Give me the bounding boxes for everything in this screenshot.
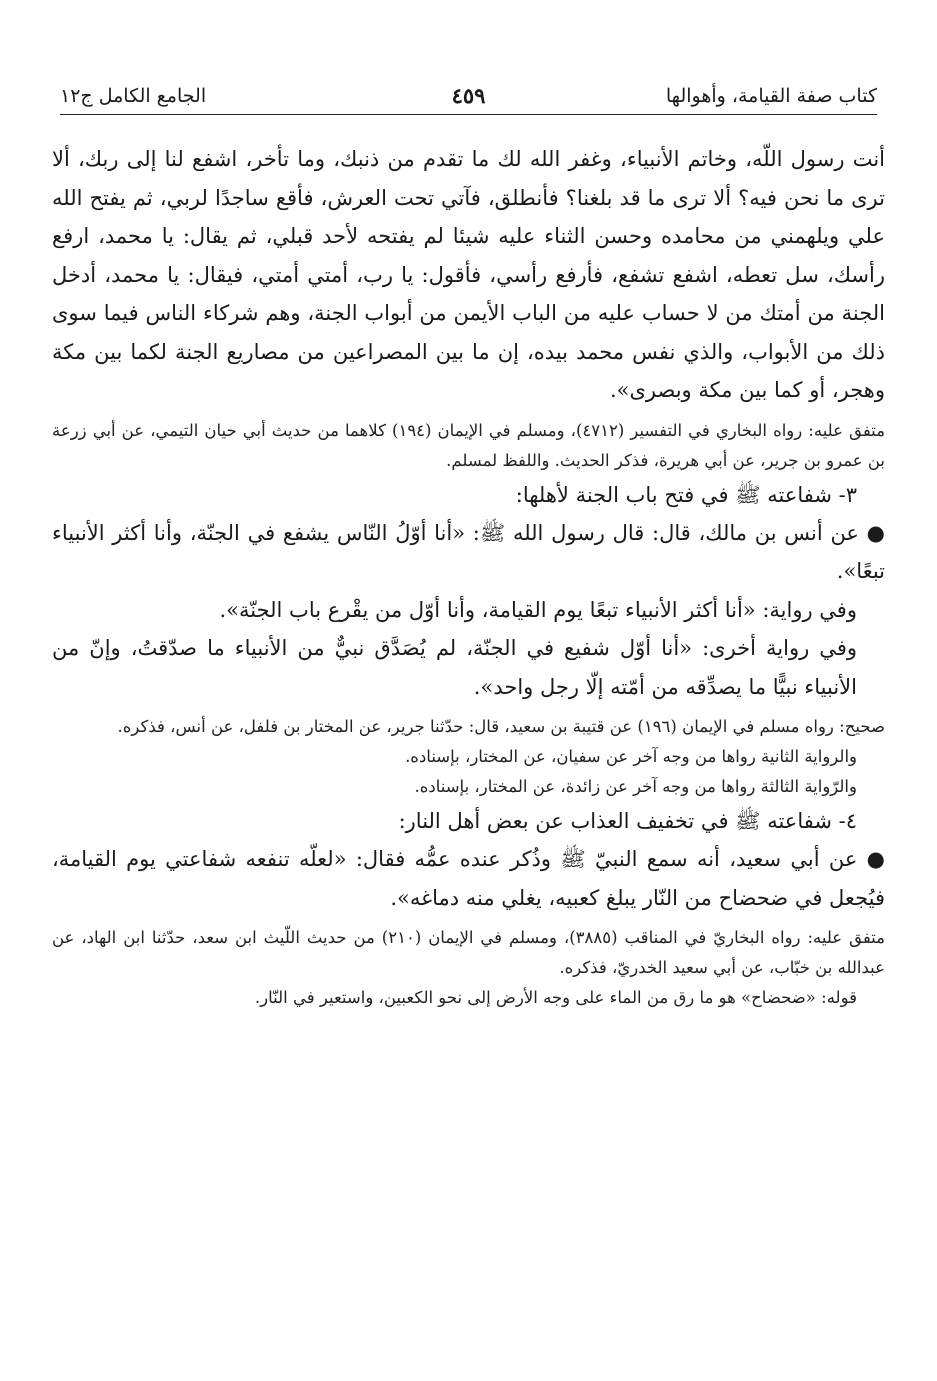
section-heading: ٣- شفاعته ﷺ في فتح باب الجنة لأهلها: [515,482,857,507]
page-header [60,78,877,115]
word-explanation: قوله: «ضحضاح» هو ما رق من الماء على وجه الأرض إلى نحو الكعبين، واستعير في النّار. [254,988,857,1007]
hadith-text: أنت رسول اللّه، وخاتم الأنبياء، وغفر الله لك ما تقدم من ذنبك، وما تأخر، اشفع لنا إلى ربك، ألا ترى ما نحن فيه؟ ألا ترى ما قد بلغنا؟ فأنطلق، فآتي تحت العرش، فأقع ساجدًا لربي، ثم يفتح الله علي ويلهمني من محامده وحسن الثناء عليه شيئا لم يفتحه لأحد قبلي، ثم يقال: يا محمد، ارفع رأسك، سل تعطه، اشفع تشفع، فأرفع رأسي، فأقول: يا رب، أمتي أمتي، فيقال: يا محمد، أدخل الجنة من أمتك من لا حساب عليه من الباب الأيمن من أبواب الجنة، وهم شركاء الناس فيما سوى ذلك من الأبواب، والذي نفس محمد بيده، إن ما بين المصراعين من مصاريع الجنة لكما بين مكة وهجر، أو كما بين مكة وبصرى». [52,147,885,402]
narration-variant: وفي رواية: «أنا أكثر الأنبياء تبعًا يوم القيامة، وأنا أوّل من يقْرع باب الجنّة». [219,597,857,622]
narration-variant: وفي رواية أخرى: «أنا أوّل شفيع في الجنّة، لم يُصَدَّق نبيٌّ من الأنبياء ما صدّقتُ، وإنّ من الأنبياء نبيًّا ما يصدِّقه من أمّته إلّا رجل واحد». [52,636,857,699]
takhrij-note: متفق عليه: رواه البخاري في التفسير (٤٧١٢)، ومسلم في الإيمان (١٩٤) كلاهما من حديث أبي حيان التيمي، عن أبي زرعة بن عمرو بن جرير، عن أبي هريرة، فذكر الحديث. واللفظ لمسلم. [52,420,885,470]
page-number: ٤٥٩ [451,83,486,108]
takhrij-note: متفق عليه: رواه البخاريّ في المناقب (٣٨٨٥)، ومسلم في الإيمان (٢١٠) من حديث اللّيث ابن سعد، حدّثنا ابن الهاد، عن عبدالله بن خبّاب، عن أبي سعيد الخدريّ، فذكره. [52,928,885,977]
takhrij-note: صحيح: رواه مسلم في الإيمان (١٩٦) عن قتيبة بن سعيد، قال: حدّثنا جرير، عن المختار بن فلفل، عن أنس، فذكره. [117,717,885,736]
hadith-text: ● عن أنس بن مالك، قال: قال رسول الله ﷺ: «أنا أوّلُ النّاس يشفع في الجنّة، وأنا أكثر الأنبياء تبعًا». [52,520,885,583]
takhrij-note: والرّواية الثالثة رواها من وجه آخر عن زائدة، عن المختار، بإسناده. [414,777,857,796]
takhrij-note: والرواية الثانية رواها من وجه آخر عن سفيان، عن المختار، بإسناده. [405,747,857,766]
hadith-text: ● عن أبي سعيد، أنه سمع النبيّ ﷺ وذُكر عنده عمُّه فقال: «لعلّه تنفعه شفاعتي يوم القيامة، فيُجعل في ضحضاح من النّار يبلغ كعبيه، يغلي منه دماغه». [52,847,885,910]
chapter-title: كتاب صفة القيامة، وأهوالها [665,85,877,107]
section-heading: ٤- شفاعته ﷺ في تخفيف العذاب عن بعض أهل النار: [398,809,857,833]
page-body [52,140,885,1013]
book-title: الجامع الكامل ج١٢ [60,85,207,107]
